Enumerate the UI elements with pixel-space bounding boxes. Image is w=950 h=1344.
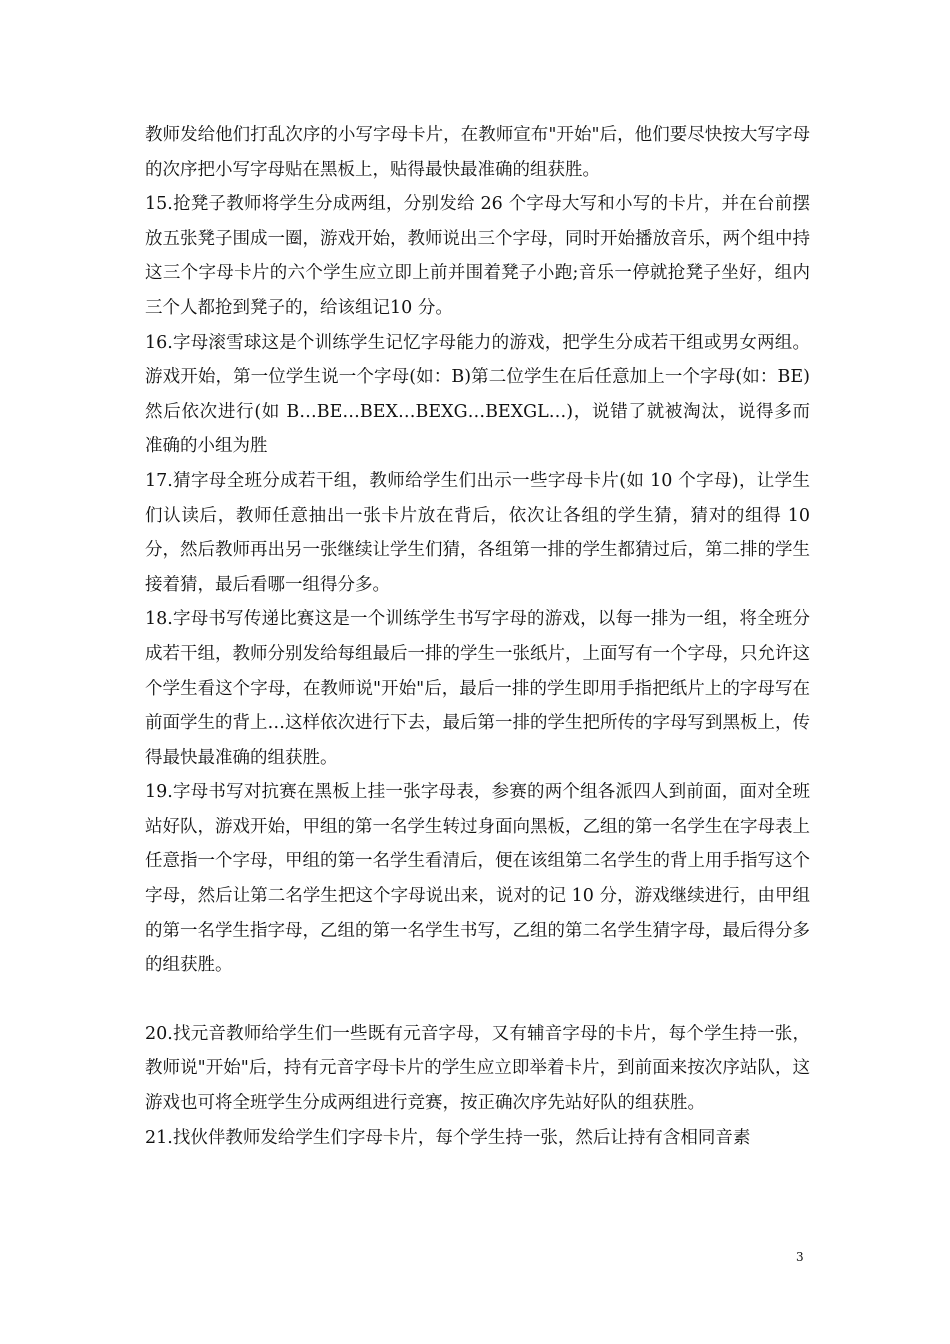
paragraph-16: 16.字母滚雪球这是个训练学生记忆字母能力的游戏，把学生分成若干组或男女两组。游戏开始，第一位学生说一个字母(如：B)第二位学生在后任意加上一个字母(如：BE)然后依次进行(如 B…BE…BEX…BEXG…BEXGL…)，说错了就被淘汰，说得多而准确的小组为胜 [145, 332, 810, 457]
paragraph-18: 18.字母书写传递比赛这是一个训练学生书写字母的游戏，以每一排为一组，将全班分成若干组，教师分别发给每组最后一排的学生一张纸片，上面写有一个字母，只允许这个学生看这个字母，在教师说"开始"后，最后一排的学生即用手指把纸片上的字母写在前面学生的背上…这样依次进行下去，最后第一排的学生把所传的字母写到黑板上，传得最快最准确的组获胜。 [145, 609, 810, 768]
document-body [145, 118, 810, 1155]
paragraph-17: 17.猜字母全班分成若干组，教师给学生们出示一些字母卡片(如 10 个字母)，让学生们认读后，教师任意抽出一张卡片放在背后，依次让各组的学生猜，猜对的组得 10 分，然后教师再出另一张继续让学生们猜，各组第一排的学生都猜过后，第二排的学生接着猜，最后看哪一组得分多。 [145, 470, 810, 595]
blank-line [145, 983, 810, 1017]
paragraph-20: 20.找元音教师给学生们一些既有元音字母，又有辅音字母的卡片，每个学生持一张，教师说"开始"后，持有元音字母卡片的学生应立即举着卡片，到前面来按次序站队，这游戏也可将全班学生分成两组进行竞赛，按正确次序先站好队的组获胜。 [145, 1023, 810, 1114]
paragraph-14-continued: 教师发给他们打乱次序的小写字母卡片，在教师宣布"开始"后，他们要尽快按大写字母的次序把小写字母贴在黑板上，贴得最快最准确的组获胜。 [145, 125, 810, 180]
paragraph-21: 21.找伙伴教师发给学生们字母卡片，每个学生持一张，然后让持有含相同音素 [145, 1127, 751, 1148]
paragraph-19: 19.字母书写对抗赛在黑板上挂一张字母表，参赛的两个组各派四人到前面，面对全班站好队，游戏开始，甲组的第一名学生转过身面向黑板，乙组的第一名学生在字母表上任意指一个字母，甲组的第一名学生看清后，便在该组第二名学生的背上用手指写这个字母，然后让第二名学生把这个字母说出来，说对的记 10 分，游戏继续进行，由甲组的第一名学生指字母，乙组的第一名学生书写，乙组的第二名学生猜字母，最后得分多的组获胜。 [145, 782, 810, 976]
page-number: 3 [796, 1250, 804, 1264]
paragraph-15: 15.抢凳子教师将学生分成两组，分别发给 26 个字母大写和小写的卡片，并在台前摆放五张凳子围成一圈，游戏开始，教师说出三个字母，同时开始播放音乐，两个组中持这三个字母卡片的六个学生应立即上前并围着凳子小跑;音乐一停就抢凳子坐好，组内三个人都抢到凳子的，给该组记10 分。 [145, 194, 810, 318]
